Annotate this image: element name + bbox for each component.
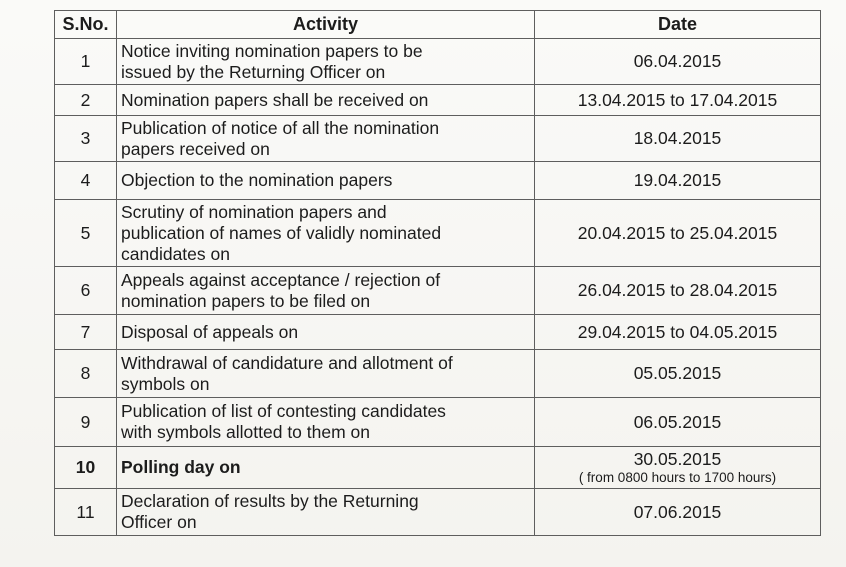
header-activity: Activity xyxy=(117,11,535,39)
activity-line: with symbols allotted to them on xyxy=(121,422,371,442)
table-header-row xyxy=(55,11,821,39)
activity-line: Officer on xyxy=(121,512,197,532)
row-sno: 5 xyxy=(55,200,117,267)
row-activity xyxy=(117,447,535,489)
header-sno: S.No. xyxy=(55,11,117,39)
row-activity xyxy=(117,489,535,536)
activity-line: papers received on xyxy=(121,138,270,159)
activity-line: Publication of notice of all the nomination xyxy=(121,117,440,138)
row-sno: 4 xyxy=(55,162,117,200)
table-row xyxy=(55,267,821,315)
activity-line: Appeals against acceptance / rejection of xyxy=(121,269,441,290)
activity-line: Publication of list of contesting candidates xyxy=(121,401,446,421)
row-sno: 11 xyxy=(55,489,117,536)
activity-line: symbols on xyxy=(121,373,210,394)
activity-line: Scrutiny of nomination papers and xyxy=(121,201,387,222)
row-activity xyxy=(117,200,535,267)
activity-line: Polling day on xyxy=(121,457,241,477)
row-sno: 8 xyxy=(55,350,117,398)
row-activity xyxy=(117,39,535,85)
activity-line: publication of names of validly nominated xyxy=(121,222,442,243)
activity-line: Notice inviting nomination papers to be xyxy=(121,40,423,61)
activity-line: Declaration of results by the Returning xyxy=(121,491,419,511)
activity-line: nomination papers to be filed on xyxy=(121,290,371,311)
row-sno: 3 xyxy=(55,116,117,162)
row-sno: 10 xyxy=(55,447,117,489)
activity-line: candidates on xyxy=(121,243,230,264)
row-date: 19.04.2015 xyxy=(535,162,821,200)
row-sno: 1 xyxy=(55,39,117,85)
row-activity xyxy=(117,116,535,162)
row-activity xyxy=(117,398,535,447)
row-date xyxy=(535,447,821,489)
activity-line: issued by the Returning Officer on xyxy=(121,61,386,82)
election-schedule-table xyxy=(54,10,821,536)
table-row xyxy=(55,489,821,536)
table-row xyxy=(55,398,821,447)
row-sno: 6 xyxy=(55,267,117,315)
row-date: 05.05.2015 xyxy=(535,350,821,398)
row-date: 29.04.2015 to 04.05.2015 xyxy=(535,315,821,350)
date-note: ( from 0800 hours to 1700 hours) xyxy=(578,470,777,485)
table-row xyxy=(55,85,821,116)
row-date: 13.04.2015 to 17.04.2015 xyxy=(535,85,821,116)
table-row xyxy=(55,315,821,350)
activity-line: Objection to the nomination papers xyxy=(121,170,393,190)
row-date: 26.04.2015 to 28.04.2015 xyxy=(535,267,821,315)
row-sno: 2 xyxy=(55,85,117,116)
row-date: 06.04.2015 xyxy=(535,39,821,85)
row-activity xyxy=(117,315,535,350)
row-sno: 9 xyxy=(55,398,117,447)
table-row xyxy=(55,350,821,398)
row-activity xyxy=(117,350,535,398)
row-activity xyxy=(117,162,535,200)
row-date: 20.04.2015 to 25.04.2015 xyxy=(535,200,821,267)
table-row xyxy=(55,39,821,85)
table-row xyxy=(55,116,821,162)
activity-line: Withdrawal of candidature and allotment of xyxy=(121,352,453,373)
activity-line: Disposal of appeals on xyxy=(121,321,299,342)
table-row xyxy=(55,447,821,489)
row-date: 07.06.2015 xyxy=(535,489,821,536)
table-row xyxy=(55,162,821,200)
activity-line: Nomination papers shall be received on xyxy=(121,89,429,110)
row-sno: 7 xyxy=(55,315,117,350)
row-date: 18.04.2015 xyxy=(535,116,821,162)
table-row xyxy=(55,200,821,267)
row-date: 06.05.2015 xyxy=(535,398,821,447)
row-activity xyxy=(117,85,535,116)
row-activity xyxy=(117,267,535,315)
header-date: Date xyxy=(535,11,821,39)
date-value: 30.05.2015 xyxy=(633,449,722,469)
